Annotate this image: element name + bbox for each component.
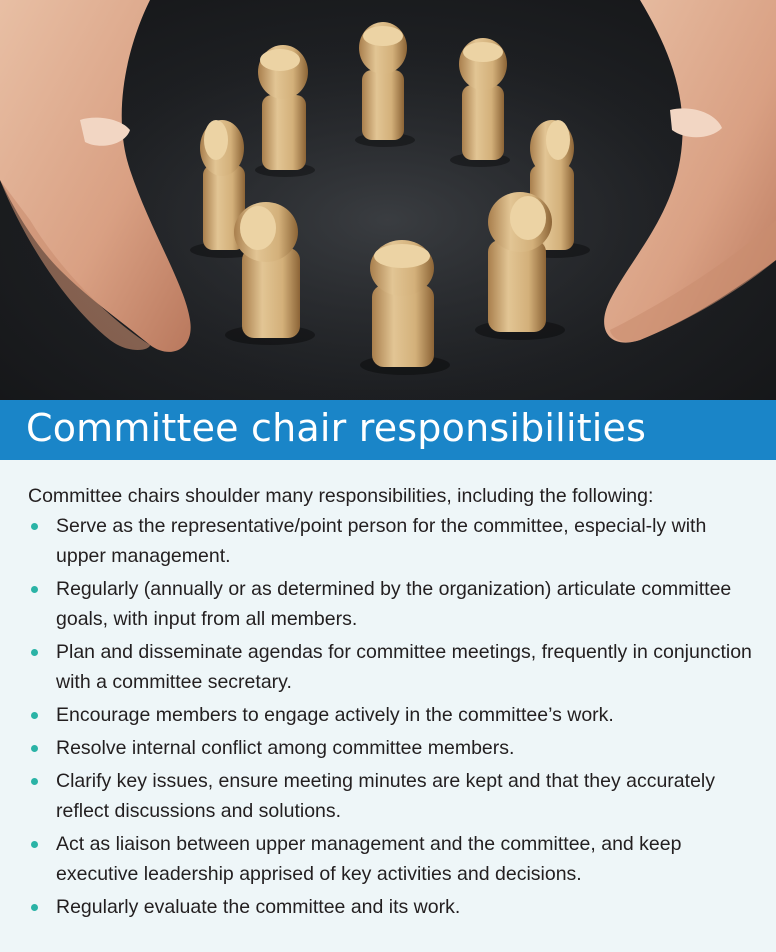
- bullet-icon: [31, 904, 38, 911]
- list-item: [28, 574, 758, 634]
- list-item: [28, 766, 758, 826]
- wooden-figures-photo: [0, 0, 776, 400]
- page-title: Committee chair responsibilities: [26, 406, 647, 450]
- list-item-text: Plan and disseminate agendas for committee meetings, frequently in conjunction with a committee secretary.: [56, 641, 752, 693]
- list-item: [28, 700, 758, 730]
- list-item-text: Clarify key issues, ensure meeting minutes are kept and that they accurately reflect discussions and solutions.: [56, 770, 715, 822]
- list-item-text: Regularly (annually or as determined by the organization) articulate committee goals, with input from all members.: [56, 578, 732, 630]
- list-item-text: Serve as the representative/point person for the committee, especial-ly with upper management.: [56, 515, 707, 567]
- content-section: [0, 460, 776, 952]
- list-item: [28, 733, 758, 763]
- bullet-icon: [31, 841, 38, 848]
- list-item: [28, 892, 758, 922]
- list-item: [28, 829, 758, 889]
- list-item-text: Act as liaison between upper management and the committee, and keep executive leadership apprised of key activities and decisions.: [56, 833, 682, 885]
- responsibilities-list: [28, 511, 758, 925]
- bullet-icon: [31, 586, 38, 593]
- bullet-icon: [31, 712, 38, 719]
- list-item-text: Regularly evaluate the committee and its work.: [56, 896, 461, 918]
- intro-text: Committee chairs shoulder many responsibilities, including the following:: [28, 485, 654, 507]
- list-item-text: Encourage members to engage actively in the committee’s work.: [56, 704, 614, 726]
- bullet-icon: [31, 745, 38, 752]
- bullet-icon: [31, 523, 38, 530]
- list-item-text: Resolve internal conflict among committee members.: [56, 737, 515, 759]
- list-item: [28, 637, 758, 697]
- list-item: [28, 511, 758, 571]
- title-banner: [0, 400, 776, 460]
- bullet-icon: [31, 649, 38, 656]
- header-photo: [0, 0, 776, 400]
- bullet-icon: [31, 778, 38, 785]
